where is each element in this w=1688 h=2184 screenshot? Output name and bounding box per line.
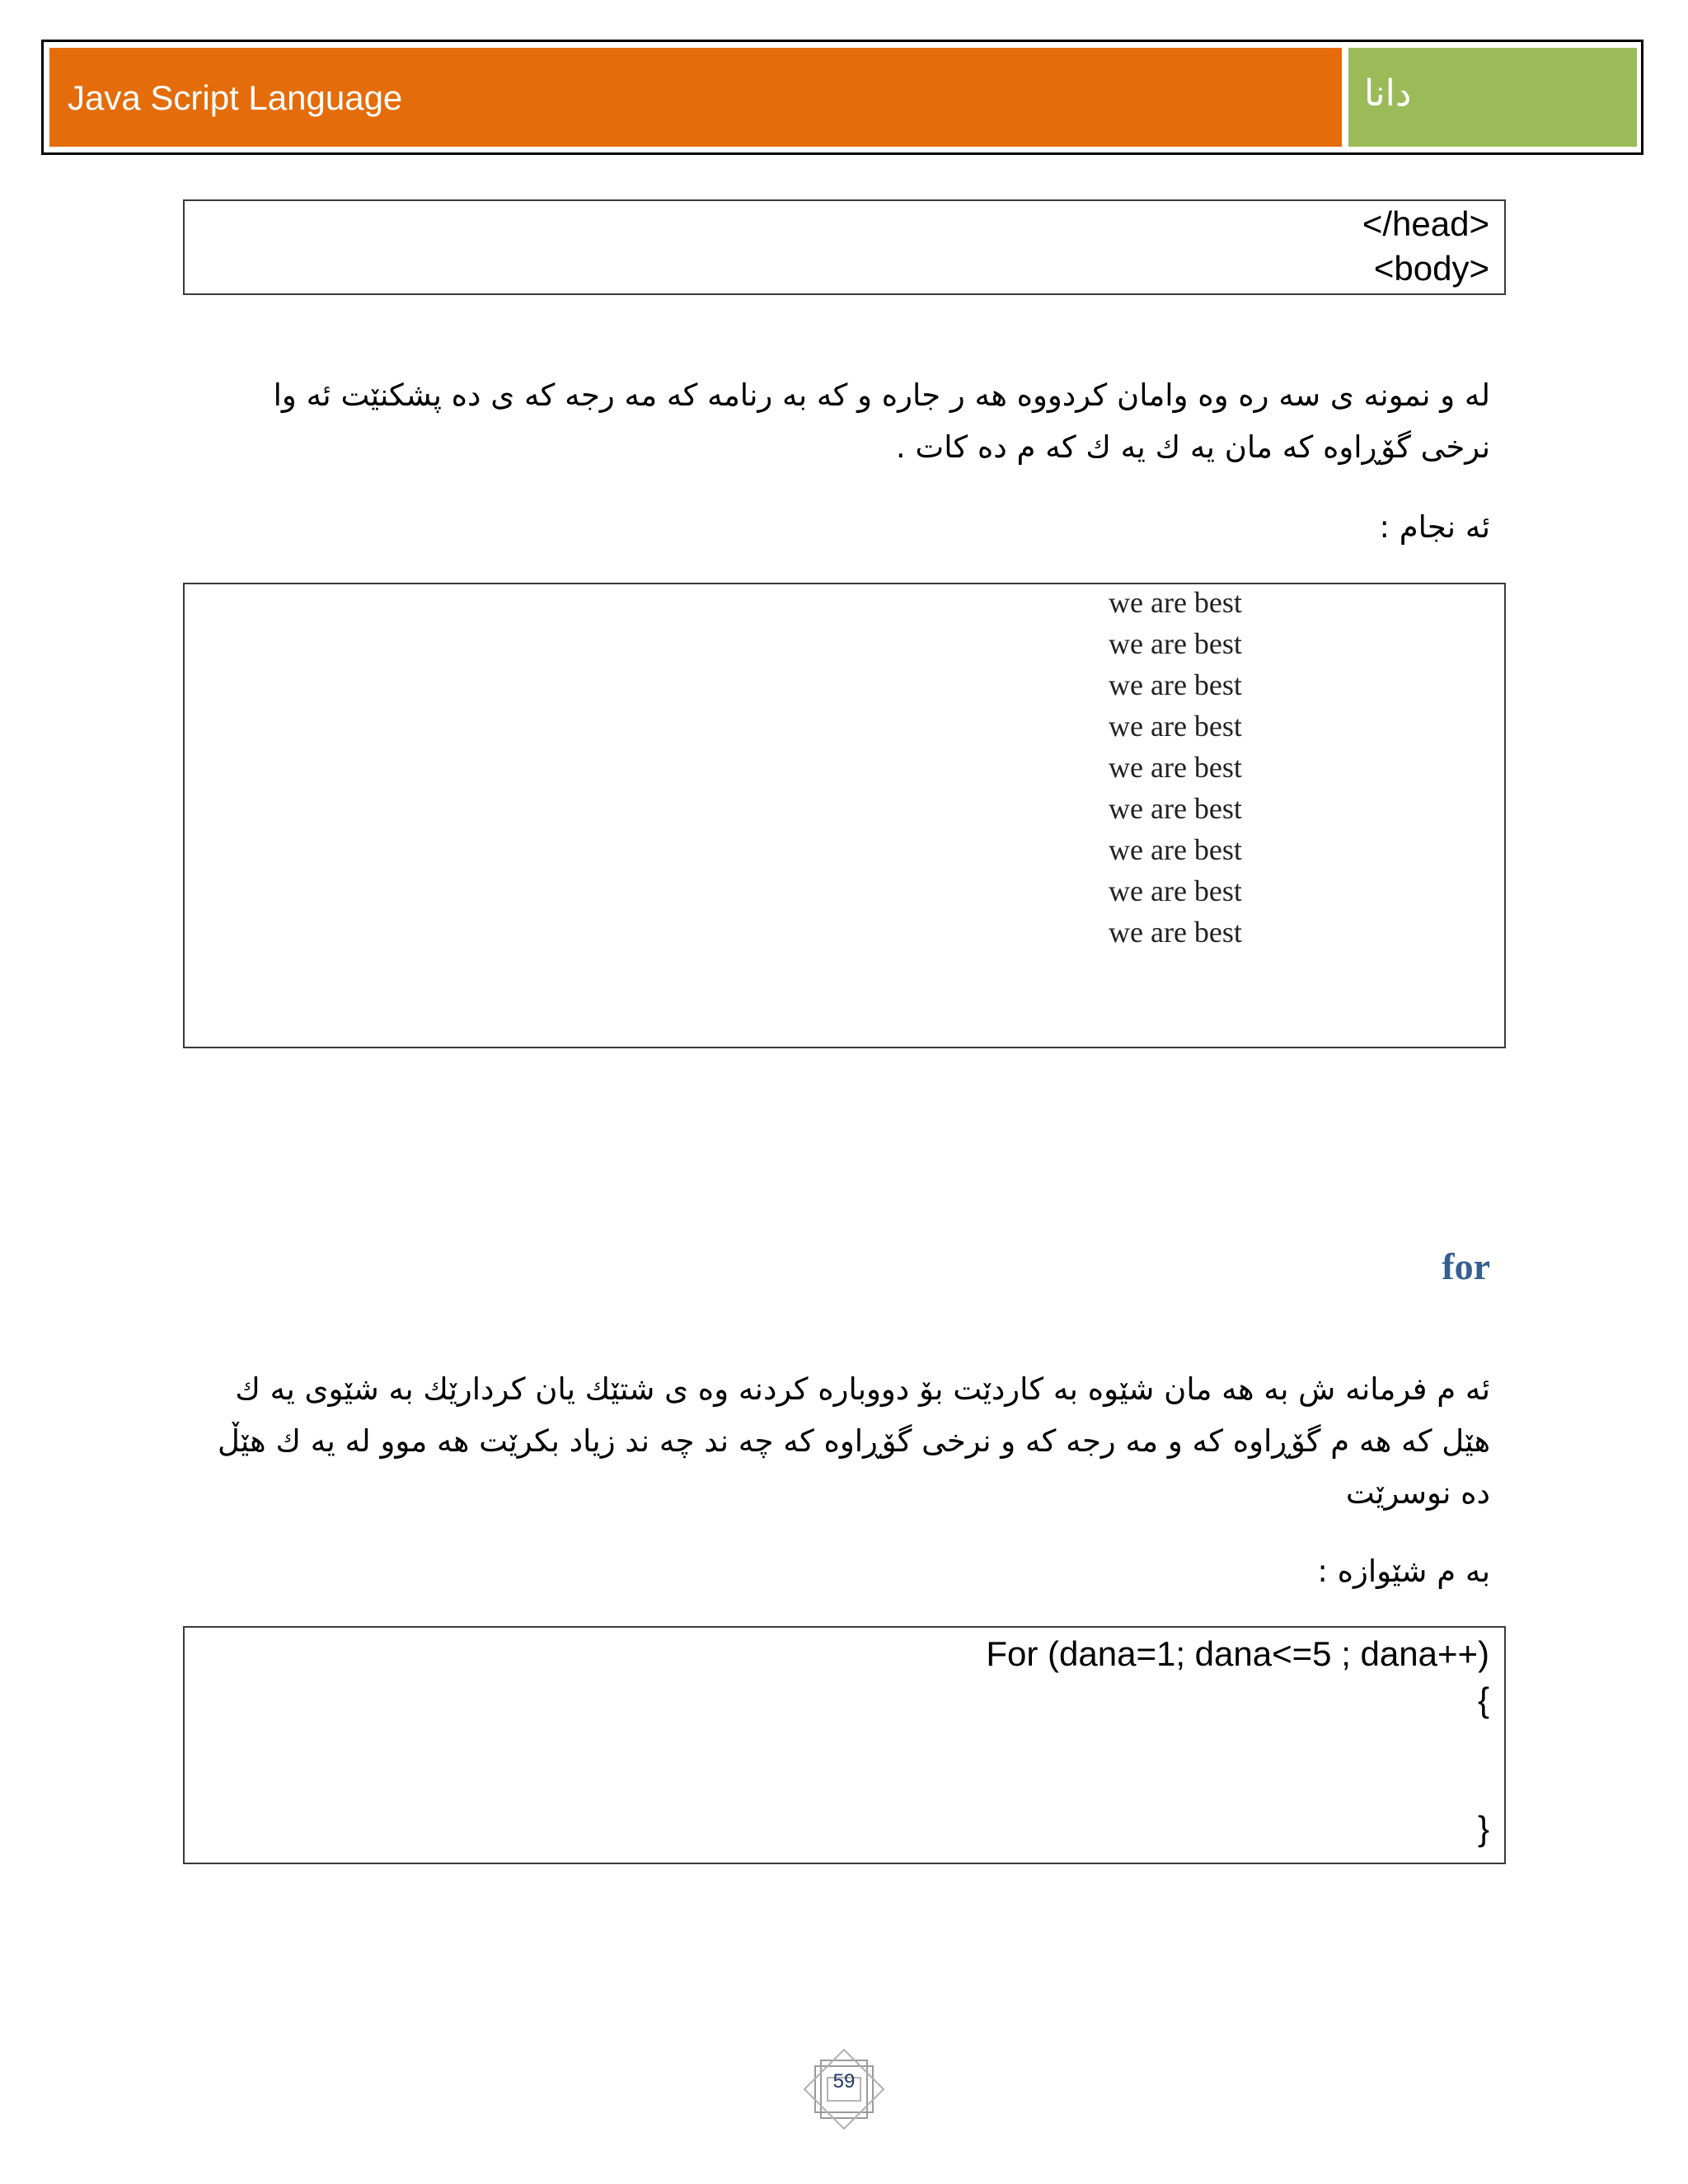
output-line: we are best [1109,792,1242,825]
header-author: دانا [1364,73,1412,115]
header-title: Java Script Language [68,78,403,117]
code-line: </head> [1362,204,1489,243]
code-line: <body> [1373,249,1489,288]
output-line: we are best [1109,833,1242,866]
output-line: we are best [1109,751,1242,784]
paragraph-line: هێل که هه م گۆڕاوه که و مه رجه که و نرخی گۆڕاوه که چه ند چه ند زیاد بکرێت هه موو له یه ك هێڵ [217,1423,1490,1459]
code-block-head-body [183,199,1506,295]
output-line: we are best [1109,668,1242,701]
output-line: we are best [1109,916,1242,949]
paragraph-loop-explanation [254,369,1490,473]
paragraph-line: ده نوسرێت [1345,1475,1490,1511]
output-box [183,583,1506,1048]
result-label: ئه نجام : [1379,509,1490,545]
paragraph-line: له و نمونه ی سه ره وه وامان کردووه هه ر جاره و که به رنامه که مه رجه که ی ده پشکنێت ئه وا [273,377,1490,413]
syntax-label: به م شێوازه : [1317,1554,1490,1589]
page-number: 59 [832,2070,856,2093]
paragraph-line: نرخی گۆڕاوه که مان یه ك یه ك که م ده کات . [895,429,1490,465]
paragraph-line: ئه م فرمانه ش به هه مان شێوه به کاردێت بۆ دووباره کردنه وه ی شتێك یان کردارێك به شێوی یه ك [235,1371,1490,1407]
code-line: } [1477,1809,1489,1848]
output-line: we are best [1109,627,1242,660]
output-line: we are best [1109,874,1242,907]
code-block-for-syntax [183,1626,1506,1864]
output-line: we are best [1109,710,1242,743]
section-heading-for: for [1442,1245,1490,1287]
code-line: { [1477,1680,1489,1719]
code-line: For (dana=1; dana<=5 ; dana++) [986,1634,1489,1673]
paragraph-for-explanation [171,1363,1490,1519]
output-line: we are best [1109,586,1242,619]
